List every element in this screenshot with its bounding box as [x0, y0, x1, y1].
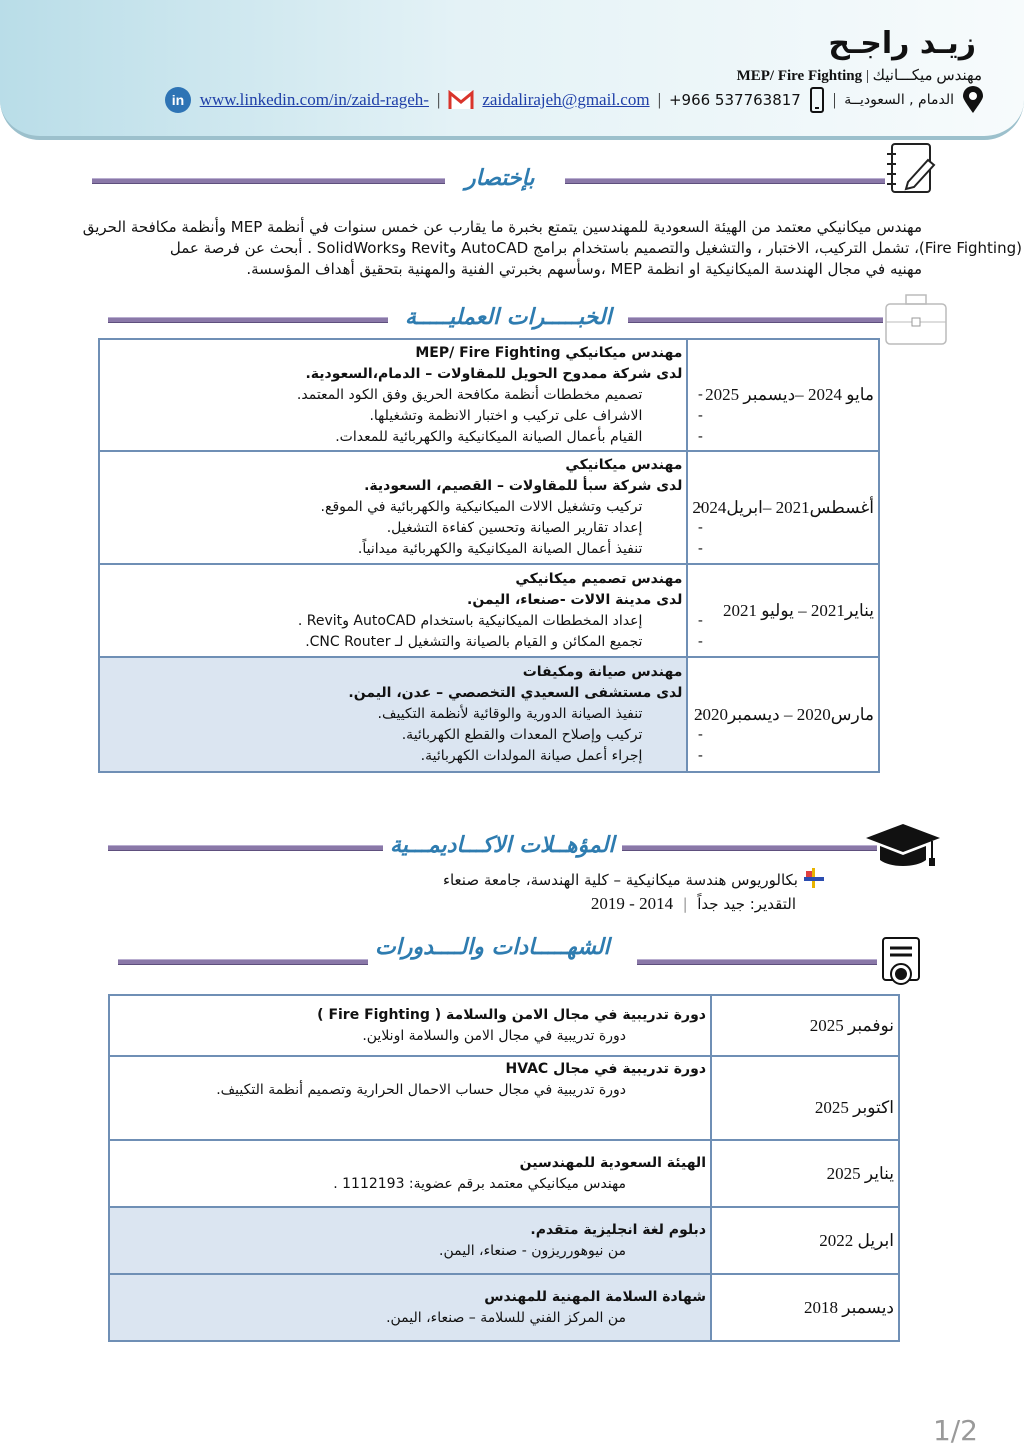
- date-cell: أغسطس2021 –ابريل2024: [687, 451, 879, 564]
- grade: التقدير: جيد جداً: [697, 895, 796, 913]
- gmail-icon: [448, 90, 474, 110]
- cert-cell: [109, 995, 711, 1056]
- separator: |: [865, 68, 869, 84]
- bullet: - إعداد تقارير الصيانة وتحسين كفاءة التشغيل.: [104, 518, 642, 539]
- job-cell: [99, 339, 687, 451]
- notebook-pen-icon: [884, 140, 942, 198]
- bullet: - تنفيذ أعمال الصيانة الميكانيكية والكهربائية ميدانياً.: [104, 539, 642, 560]
- cert-cell: [109, 1207, 711, 1274]
- divider: [118, 959, 368, 965]
- divider: [628, 317, 883, 323]
- table-row: [109, 1140, 899, 1207]
- divider: [637, 959, 877, 965]
- linkedin-icon: [164, 86, 192, 114]
- separator: |: [682, 895, 688, 913]
- job-cell: [99, 451, 687, 564]
- location-pin-icon: [962, 86, 984, 114]
- table-row: [109, 995, 899, 1056]
- divider: [92, 178, 445, 184]
- company: لدى مستشفى السعيدي التخصصي – عدن، اليمن.: [348, 685, 683, 701]
- table-row: [109, 1207, 899, 1274]
- bullet: - تركيب وإصلاح المعدات والقطع الكهربائية.: [104, 725, 642, 746]
- date-cell: يناير2021 – يوليو 2021: [687, 564, 879, 657]
- cert-desc: دورة تدريبية في مجال الامن والسلامة اونلاين.: [362, 1027, 626, 1044]
- experience-table: [98, 338, 880, 773]
- table-row: [109, 1274, 899, 1341]
- separator: |: [436, 90, 441, 109]
- summary-line: مهنيه في مجال الهندسة الميكانيكية او انظمة MEP ،وسأسهم بخبرتي الفنية والمهنية بتحقيق أهداف المؤسسة.: [246, 260, 922, 278]
- table-row: [109, 1056, 899, 1140]
- summary-line: مهندس ميكانيكي معتمد من الهيئة السعودية للمهندسين يتمتع بخبرة ما يقارب عن خمس سنوات في أنظمة MEP وأنظمة مكافحة الحريق: [82, 218, 922, 236]
- cert-cell: [109, 1140, 711, 1207]
- bullet: - تنفيذ الصيانة الدورية والوقائية لأنظمة التكييف.: [104, 704, 642, 725]
- degree: بكالوريوس هندسة ميكانيكية – كلية الهندسة، جامعة صنعاء: [442, 871, 798, 889]
- cert-desc: من نيوهورريزون - صنعاء، اليمن.: [439, 1242, 626, 1259]
- certificates-table: [108, 994, 900, 1342]
- bullet: - إعداد المخططات الميكانيكية باستخدام AutoCAD وRevit .: [104, 611, 642, 632]
- separator: |: [657, 90, 661, 109]
- job-title: مهندس صيانة ومكيفات: [522, 664, 683, 680]
- job-cell: [99, 564, 687, 657]
- table-row: [99, 339, 879, 451]
- summary-line: (Fire Fighting)، تشمل التركيب، الاختبار ، والتشغيل والتصميم باستخدام برامج AutoCAD وRevit وSolidWorks . أبحث عن فرصة عمل: [169, 239, 1022, 257]
- table-row: [99, 564, 879, 657]
- bullet: - تصميم مخططات أنظمة مكافحة الحريق وفق الكود المعتمد.: [104, 385, 642, 406]
- certificates-heading: الشهـــــادات والــــدورات: [375, 935, 610, 960]
- certificate-icon: [880, 936, 924, 992]
- job-title: [737, 66, 982, 85]
- email-link[interactable]: zaidalirajeh@gmail.com: [482, 90, 650, 109]
- cert-title: شهادة السلامة المهنية للمهندس: [484, 1288, 706, 1305]
- table-row: [99, 451, 879, 564]
- table-row: [99, 657, 879, 772]
- svg-text:in: in: [171, 92, 184, 108]
- job-title: مهندس ميكانيكي MEP/ Fire Fighting: [415, 344, 683, 361]
- job-title: مهندس تصميم ميكانيكي: [515, 570, 683, 587]
- separator: |: [832, 90, 837, 109]
- date-cell: يناير 2025: [711, 1140, 899, 1207]
- cert-desc: من المركز الفني للسلامة – صنعاء، اليمن.: [386, 1309, 626, 1326]
- job-cell: [99, 657, 687, 772]
- date-cell: مارس2020 – ديسمبر2020: [687, 657, 879, 772]
- date-cell: اكتوبر 2025: [711, 1056, 899, 1140]
- job-title: مهندس ميكانيكي: [565, 457, 683, 473]
- candidate-name: زيـد راجـح: [828, 26, 976, 61]
- bullet: - إجراء أعمل صيانة المولدات الكهربائية.: [104, 746, 642, 767]
- bullet-icon: [802, 866, 826, 890]
- company: لدى شركة سبأ للمقاولات – القصيم، السعودية.: [364, 478, 683, 494]
- cert-cell: [109, 1056, 711, 1140]
- contact-line: [164, 86, 984, 114]
- phone-number: +966 537763817: [668, 91, 801, 109]
- cert-desc: مهندس ميكانيكي معتمد برقم عضوية: 1112193 .: [333, 1175, 626, 1192]
- location: الدمام , السعوديــة: [844, 92, 954, 108]
- education-heading: المؤهــلات الاكـــاديمـــية: [390, 833, 615, 858]
- bullet: - تركيب وتشغيل الالات الميكانيكية والكهربائية في الموقع.: [104, 497, 642, 518]
- phone-icon: [809, 87, 825, 113]
- cert-title: الهيئة السعودية للمهندسين: [519, 1154, 706, 1171]
- linkedin-link[interactable]: www.linkedin.com/in/zaid-rageh-: [199, 90, 429, 109]
- title-en: MEP/ Fire Fighting: [736, 68, 863, 84]
- date-cell: ديسمبر 2018: [711, 1274, 899, 1341]
- cert-cell: [109, 1274, 711, 1341]
- title-ar: مهندس ميكـــانيك: [872, 68, 982, 84]
- bullet: - تجميع المكائن و القيام بالصيانة والتشغيل لـ CNC Router.: [104, 632, 642, 653]
- graduation-cap-icon: [864, 822, 942, 870]
- page-indicator: 1/2: [932, 1414, 978, 1447]
- divider: [108, 845, 383, 851]
- summary-heading: بإختصار: [465, 166, 535, 191]
- cert-desc: دورة تدريبية في مجال حساب الاحمال الحرارية وتصميم أنظمة التكييف.: [216, 1082, 626, 1098]
- years: 2014 - 2019: [590, 894, 674, 913]
- date-cell: نوفمبر 2025: [711, 995, 899, 1056]
- experience-heading: الخبـــــرات العمليـــــة: [405, 305, 612, 330]
- divider: [622, 845, 877, 851]
- cert-title: دورة تدريبية في مجال الامن والسلامة ( Fire Fighting ): [317, 1006, 706, 1023]
- bullet: - الاشراف على تركيب و اختبار الانظمة وتشغيلها.: [104, 406, 642, 427]
- divider: [565, 178, 885, 184]
- date-cell: ابريل 2022: [711, 1207, 899, 1274]
- date-cell: مايو 2024 –ديسمبر 2025: [687, 339, 879, 451]
- summary-text: [42, 217, 1022, 280]
- cert-title: دورة تدريبية في مجال HVAC: [505, 1061, 706, 1077]
- cert-title: دبلوم لغة انجليزية متقدم.: [530, 1221, 706, 1238]
- grade-line: [591, 893, 796, 915]
- briefcase-icon: [884, 292, 948, 348]
- company: لدى مدينة الالات -صنعاء، اليمن.: [467, 591, 683, 608]
- company: لدى شركة ممدوح الحويل للمقاولات – الدمام،السعودية.: [305, 365, 683, 382]
- divider: [108, 317, 388, 323]
- bullet: - القيام بأعمال الصيانة الميكانيكية والكهربائية للمعدات.: [104, 427, 642, 448]
